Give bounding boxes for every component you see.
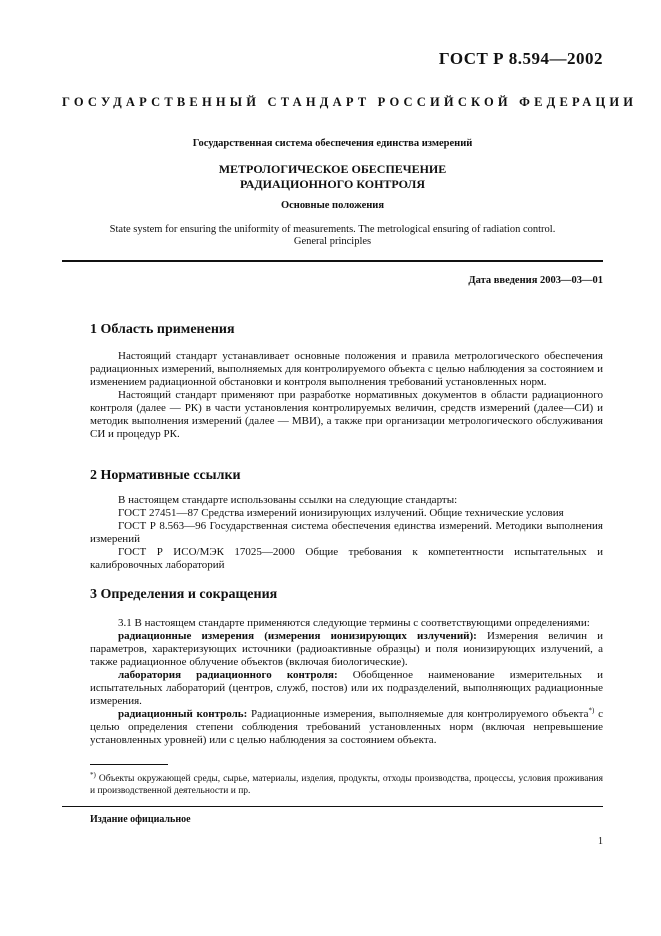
- title-divider: [62, 260, 603, 262]
- introduction-date: Дата введения 2003—03—01: [468, 275, 603, 286]
- gost-code: ГОСТ Р 8.594—2002: [438, 49, 603, 68]
- definition-item: [90, 669, 603, 708]
- definition-text: с целью определения степени соблюдения требований установленных норм (включая непревышение установленных уровней) или с целью наблюдения за состоянием объекта.: [90, 708, 603, 746]
- section-2-heading: 2 Нормативные ссылки: [90, 468, 241, 483]
- section-2-body: [90, 494, 603, 572]
- state-standard-heading: ГОСУДАРСТВЕННЫЙ СТАНДАРТ РОССИЙСКОЙ ФЕДЕРАЦИИ: [62, 95, 638, 109]
- title-line-2: РАДИАЦИОННОГО КОНТРОЛЯ: [239, 177, 426, 191]
- reference-item: ГОСТ 27451—87 Средства измерений ионизирующих излучений. Общие технические условия: [118, 507, 564, 519]
- definition-term: радиационные измерения (измерения ионизирующих излучений):: [118, 630, 477, 642]
- section-1-paragraph-2: Настоящий стандарт применяют при разработке нормативных документов в области радиационного контроля (далее — РК) в части установления контролируемых величин, средств измерений (далее—СИ) и методик выполнения измерений (далее — МВИ), а также при организации метрологического обслуживания СИ и процедур РК.: [90, 389, 603, 440]
- definition-text: Измерения величин и параметров, характеризующих источники (радиоактивные образцы) и поля ионизирующих излучений, а также радиационное облучение объектов (включая биологические).: [90, 630, 603, 668]
- document-subtitle: Основные положения: [280, 200, 385, 211]
- section-3-heading: 3 Определения и сокращения: [90, 587, 278, 602]
- definition-term: лаборатория радиационного контроля:: [118, 669, 338, 681]
- footnote-reference[interactable]: *): [588, 706, 595, 715]
- english-title-line-2: General principles: [293, 236, 372, 247]
- english-title: [62, 224, 603, 248]
- official-edition-label: Издание официальное: [90, 814, 191, 825]
- references-intro: В настоящем стандарте использованы ссылки на следующие стандарты:: [118, 494, 458, 506]
- footnote: [90, 770, 603, 797]
- page-number: 1: [598, 836, 603, 847]
- definition-text: Радиационные измерения, выполняемые для контролируемого объекта: [247, 708, 589, 720]
- title-line-1: МЕТРОЛОГИЧЕСКОЕ ОБЕСПЕЧЕНИЕ: [218, 162, 447, 176]
- definition-item: [90, 630, 603, 669]
- reference-item: ГОСТ Р ИСО/МЭК 17025—2000 Общие требования к компетентности испытательных и калибровочных лабораторий: [90, 546, 603, 571]
- reference-item: ГОСТ Р 8.563—96 Государственная система обеспечения единства измерений. Методики выполнения измерений: [90, 520, 603, 545]
- section-3-body: [90, 617, 603, 747]
- definition-item: [90, 708, 603, 747]
- definition-text: Обобщенное наименование измерительных и испытательных лабораторий (центров, служб, постов) или их подразделений, выполняющих радиационные измерения.: [90, 669, 603, 707]
- footer-divider: [62, 806, 603, 807]
- section-1-heading: 1 Область применения: [90, 322, 235, 337]
- footnote-divider: [90, 764, 168, 765]
- section-1-body: [90, 350, 603, 441]
- definitions-intro: 3.1 В настоящем стандарте применяются следующие термины с соответствующими определениями:: [118, 617, 590, 629]
- system-title: Государственная система обеспечения единства измерений: [192, 138, 473, 149]
- definition-term: радиационный контроль:: [118, 708, 248, 720]
- footnote-mark: *): [90, 770, 96, 779]
- document-title: [62, 162, 603, 192]
- section-1-paragraph-1: Настоящий стандарт устанавливает основные положения и правила метрологического обеспечения радиационных измерений, выполняемых для контролируемого объекта с целью наблюдения за состоянием и изменением радиационной обстановки и контроля выполнения требований установленных норм.: [90, 350, 603, 388]
- english-title-line-1: State system for ensuring the uniformity of measurements. The metrological ensuring of radiation control.: [109, 224, 556, 235]
- footnote-text: Объекты окружающей среды, сырье, материалы, изделия, продукты, отходы производства, процессы, условия проживания и производственной деятельности и пр.: [90, 774, 603, 796]
